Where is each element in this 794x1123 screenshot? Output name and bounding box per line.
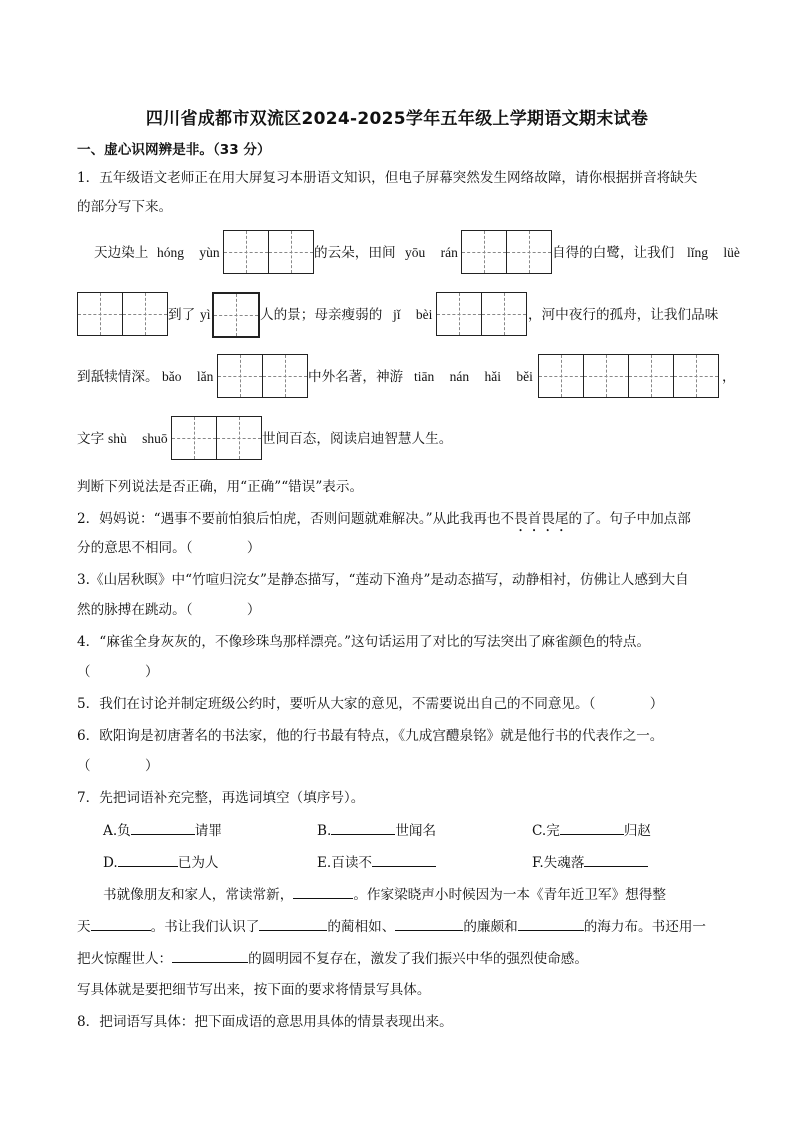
q1-r2-pinyin1: yì <box>200 307 211 322</box>
concrete-intro: 写具体就是要把细节写出来，按下面的要求将情景写具体。 <box>77 982 431 998</box>
q1-r3-pinyin2: tiān nán hǎi běi <box>414 369 533 384</box>
q1-r2-grid1[interactable] <box>77 292 168 336</box>
q3-line1: 3.《山居秋暝》中“竹喧归浣女”是静态描写，“莲动下渔舟”是动态描写，动静相衬，仿佛让人感到大自 <box>77 572 689 588</box>
writing-cell[interactable] <box>212 292 260 338</box>
writing-cell[interactable] <box>216 416 262 460</box>
passage-blank-6[interactable] <box>172 948 248 963</box>
option-b-blank[interactable] <box>331 820 395 835</box>
passage-text: 书就像朋友和家人，常读常新， <box>103 887 294 903</box>
q1-r2-pinyin2: jǐ bèi <box>393 307 433 322</box>
writing-cell[interactable] <box>262 354 308 398</box>
q1-r2-grid3[interactable] <box>436 292 527 336</box>
option-b-suffix: 世闻名 <box>395 823 437 839</box>
passage-blank-5[interactable] <box>518 916 584 931</box>
q1-r1-text1: 天边染上 <box>94 245 149 261</box>
passage-text: 。作家梁晓声小时候因为一本《青年近卫军》想得整 <box>353 887 666 903</box>
writing-cell[interactable] <box>506 230 552 274</box>
q1-r4-grid1[interactable] <box>171 416 262 460</box>
q7-option-b <box>317 820 436 841</box>
q1-r3-text1: 到舐犊情深。 <box>77 369 159 385</box>
passage-text: 天 <box>77 919 91 935</box>
writing-cell[interactable] <box>673 354 719 398</box>
q7-option-f <box>532 852 648 873</box>
q7-passage-line3 <box>77 948 588 969</box>
q7-option-e <box>317 852 436 873</box>
q1-line2: 的部分写下来。 <box>77 199 173 215</box>
writing-cell[interactable] <box>77 292 123 336</box>
q1-r3-pinyin1: bǎo lǎn <box>162 369 214 384</box>
q1-r3-grid2[interactable] <box>538 354 719 398</box>
judge-intro: 判断下列说法是否正确，用“正确”“错误”表示。 <box>77 479 364 495</box>
option-d-blank[interactable] <box>118 852 178 867</box>
q1-r1-pinyin1: hóng yùn <box>157 245 220 260</box>
passage-blank-1[interactable] <box>293 884 353 899</box>
writing-cell[interactable] <box>223 230 269 274</box>
q1-r1-grid1[interactable] <box>223 230 314 274</box>
exam-title: 四川省成都市双流区2024-2025学年五年级上学期语文期末试卷 <box>145 109 649 129</box>
q2-text-a: 2．妈妈说：“遇事不要前怕狼后怕虎，否则问题就难解决。”从此我再也不 <box>77 511 515 527</box>
q4-line1: 4．“麻雀全身灰灰的，不像珍珠鸟那样漂亮。”这句话运用了对比的写法突出了麻雀颜色的特点。 <box>77 634 651 650</box>
option-c-blank[interactable] <box>560 820 624 835</box>
q5-line1[interactable]: 5．我们在讨论并制定班级公约时，要听从大家的意见，不需要说出自己的不同意见。（ ） <box>77 696 664 712</box>
q7-option-d <box>103 852 219 873</box>
option-a-prefix: A.负 <box>103 823 131 839</box>
q1-r4-text1: 文字 <box>77 431 105 447</box>
passage-text: 的蔺相如、 <box>327 919 396 935</box>
writing-cell[interactable] <box>628 354 674 398</box>
option-f-blank[interactable] <box>584 852 648 867</box>
q2-line1 <box>77 509 691 535</box>
q2-text-b: 的了。句子中加点部 <box>568 511 691 527</box>
option-d-suffix: 已为人 <box>177 855 219 871</box>
writing-cell[interactable] <box>122 292 168 336</box>
q1-r2-text3: ，河中夜行的孤舟，让我们品味 <box>528 307 719 323</box>
q7-passage-line1 <box>103 884 666 905</box>
option-d-prefix: D. <box>103 855 118 871</box>
q2-line2[interactable]: 分的意思不相同。（ ） <box>77 540 261 556</box>
passage-text: 的海力布。书还用一 <box>583 919 707 935</box>
option-a-blank[interactable] <box>131 820 195 835</box>
option-c-prefix: C.完 <box>532 823 560 839</box>
passage-text: 的廉颇和 <box>463 919 518 935</box>
writing-cell[interactable] <box>268 230 314 274</box>
q1-r2-text1: 到了 <box>168 307 196 323</box>
q1-r2-grid2[interactable] <box>212 292 260 336</box>
option-a-suffix: 请罪 <box>194 823 222 839</box>
q7-intro: 7．先把词语补充完整，再选词填空（填序号）。 <box>77 790 365 806</box>
q1-r3-grid1[interactable] <box>217 354 308 398</box>
q1-r1-text3: 自得的白鹭，让我们 <box>552 245 675 261</box>
q3-line2[interactable]: 然的脉搏在跳动。（ ） <box>77 602 261 618</box>
writing-cell[interactable] <box>171 416 217 460</box>
q1-r1-text2: 的云朵，田间 <box>314 245 396 261</box>
option-e-blank[interactable] <box>372 852 436 867</box>
writing-cell[interactable] <box>538 354 584 398</box>
q4-line2[interactable]: （ ） <box>77 664 159 680</box>
writing-cell[interactable] <box>436 292 482 336</box>
writing-cell[interactable] <box>583 354 629 398</box>
q6-line2[interactable]: （ ） <box>77 758 159 774</box>
writing-cell[interactable] <box>481 292 527 336</box>
q7-option-c <box>532 820 651 841</box>
q2-dotted-phrase: 畏首畏尾 <box>514 511 569 527</box>
q1-line1: 1．五年级语文老师正在用大屏复习本册语文知识，但电子屏幕突然发生网络故障，请你根据拼音将缺失 <box>77 170 698 186</box>
option-e-prefix: E.百读不 <box>317 855 373 871</box>
writing-cell[interactable] <box>217 354 263 398</box>
q1-r3-text3: ， <box>722 369 736 385</box>
q1-r4-pinyin1: shù shuō <box>108 431 168 446</box>
passage-text: 。书让我们认识了 <box>150 919 260 935</box>
q7-passage-line2 <box>77 916 706 937</box>
writing-cell[interactable] <box>461 230 507 274</box>
passage-text: 把火惊醒世人： <box>77 951 173 967</box>
q1-r4-text2: 世间百态，阅读启迪智慧人生。 <box>262 431 453 447</box>
passage-blank-2[interactable] <box>91 916 151 931</box>
q6-line1: 6．欧阳询是初唐著名的书法家，他的行书最有特点，《九成宫醴泉铭》就是他行书的代表作之一。 <box>77 728 664 744</box>
passage-blank-4[interactable] <box>395 916 463 931</box>
passage-text: 的圆明园不复存在，激发了我们振兴中华的强烈使命感。 <box>248 951 588 967</box>
q1-r2-text2: 人的景；母亲瘦弱的 <box>260 307 383 323</box>
q1-r1-pinyin3: lǐng lüè <box>687 245 740 260</box>
q7-option-a <box>103 820 222 841</box>
q8-line1: 8．把词语写具体：把下面成语的意思用具体的情景表现出来。 <box>77 1014 453 1030</box>
option-f-prefix: F.失魂落 <box>532 855 585 871</box>
q1-r1-grid2[interactable] <box>461 230 552 274</box>
q1-r3-text2: 中外名著，神游 <box>308 369 404 385</box>
q1-r1-pinyin2: yōu rán <box>405 245 458 260</box>
option-c-suffix: 归赵 <box>623 823 652 839</box>
passage-blank-3[interactable] <box>259 916 327 931</box>
option-b-prefix: B. <box>317 823 332 839</box>
section-heading: 一、虚心识网辨是非。（33 分） <box>77 142 271 158</box>
